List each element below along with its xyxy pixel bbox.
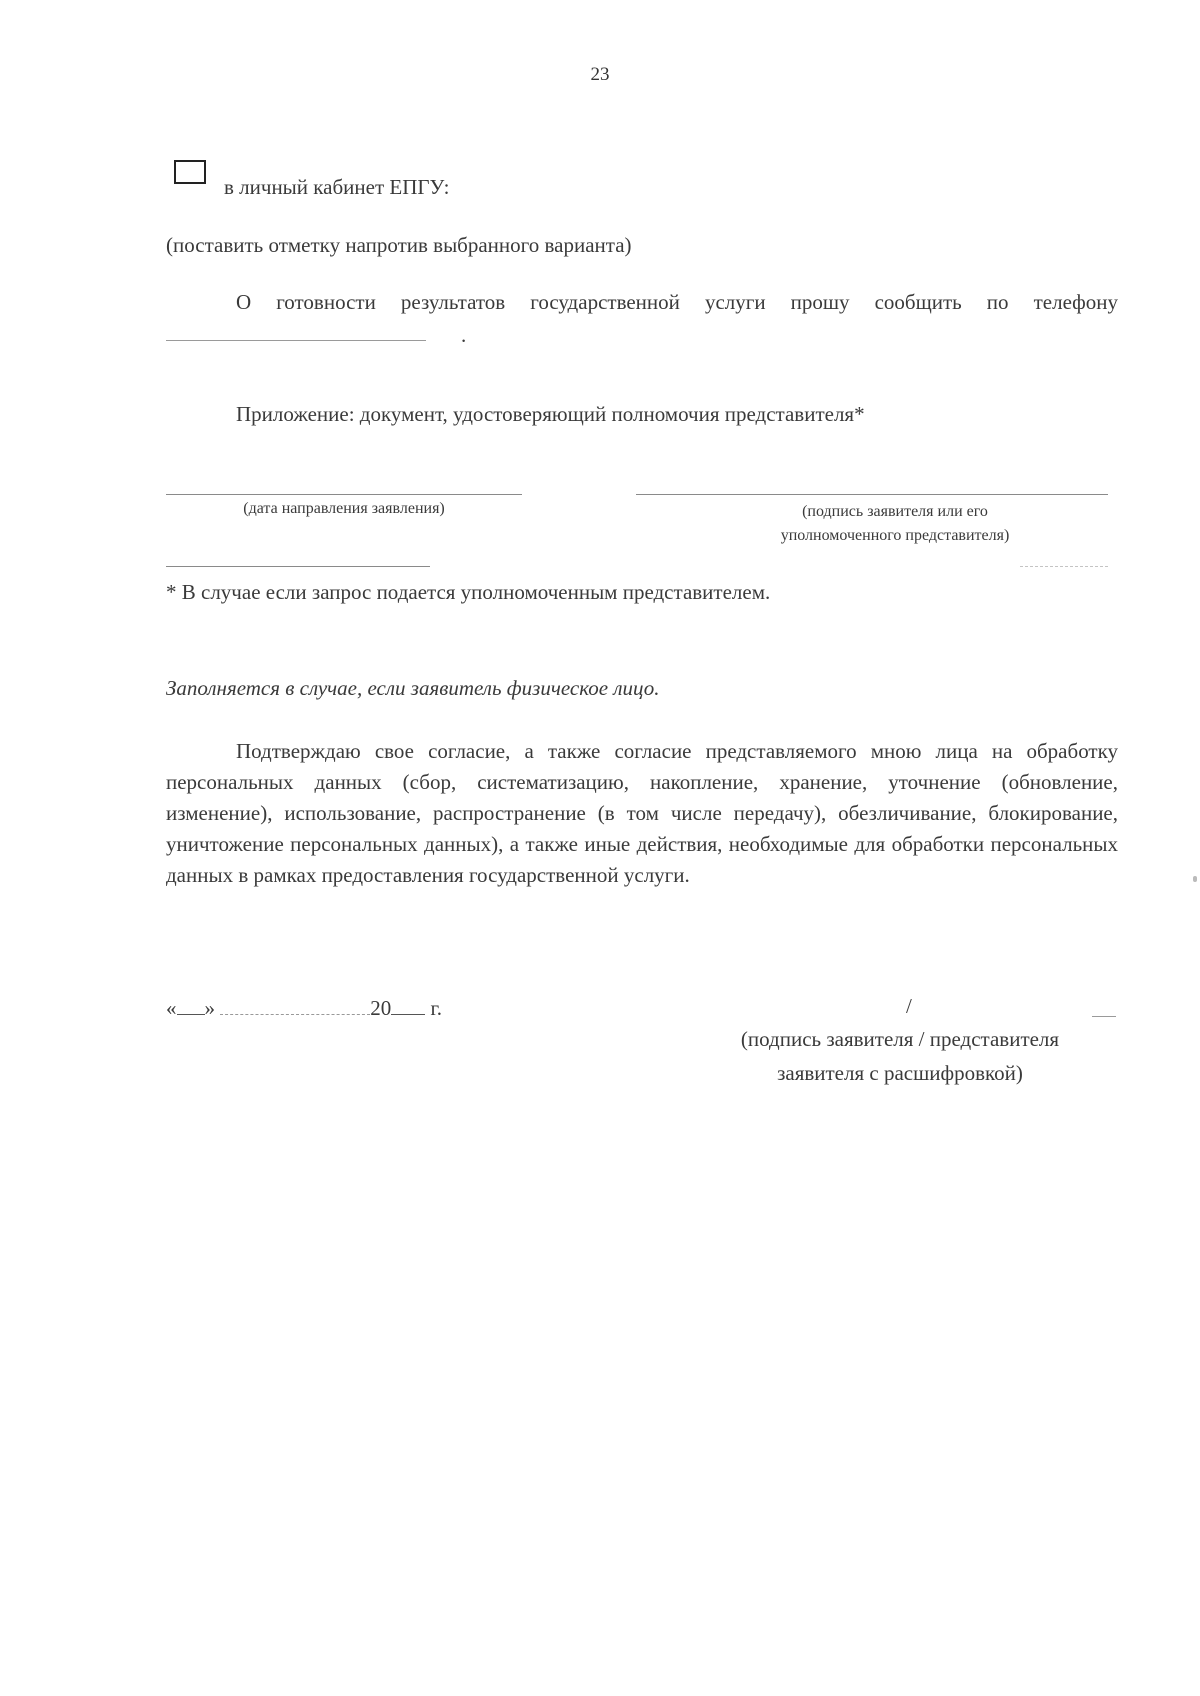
delivery-checkbox[interactable] — [174, 160, 206, 184]
phone-input-line[interactable] — [166, 340, 426, 341]
page-number: 23 — [590, 64, 610, 85]
open-quote: « — [166, 996, 177, 1020]
signature-caption-line2: уполномоченного представителя) — [780, 527, 1010, 544]
date-signature-line[interactable] — [166, 494, 522, 495]
delivery-hint: (поставить отметку напротив выбранного варианта) — [166, 233, 632, 257]
delivery-option-label: в личный кабинет ЕПГУ: — [224, 175, 450, 199]
individual-note: Заполняется в случае, если заявитель физическое лицо. — [166, 676, 660, 700]
consent-paragraph: Подтверждаю свое согласие, а также согласие представляемого мною лица на обработку персональных данных (сбор, систематизацию, накопление, хранение, уточнение (обновление, изменение), использование, распространение (в том числе передачу), обезличивание, блокирование, уничтожение персональных данных), а также иные действия, необходимые для обработки персональных данных в рамках предоставления государственной услуги. — [166, 739, 1118, 887]
month-blank[interactable] — [220, 996, 370, 1015]
final-signature-line1: (подпись заявителя / представителя — [740, 1027, 1060, 1051]
century-text: 20 — [370, 996, 392, 1020]
year-suffix: г. — [430, 996, 442, 1020]
day-blank[interactable] — [177, 996, 205, 1015]
applicant-signature-line[interactable] — [636, 494, 1108, 495]
final-signature-caption — [690, 1022, 1110, 1090]
date-caption: (дата направления заявления) — [243, 500, 445, 517]
signature-caption-line1: (подпись заявителя или его — [802, 503, 988, 520]
faint-divider — [1020, 566, 1108, 567]
year-blank[interactable] — [391, 996, 425, 1015]
attachment-text: Приложение: документ, удостоверяющий полномочия представителя* — [236, 402, 865, 426]
scan-edge-mark — [1193, 876, 1197, 882]
close-quote: » — [204, 996, 215, 1020]
signature-caption — [700, 500, 1090, 548]
date-field-row — [166, 996, 442, 1021]
footnote-text: * В случае если запрос подается уполномоченным представителем. — [166, 580, 771, 604]
signature-transcript-line[interactable] — [1092, 1016, 1116, 1017]
phone-request-suffix: . — [461, 323, 467, 347]
phone-request-text: О готовности результатов государственной услуги прошу сообщить по телефону — [236, 290, 1118, 314]
signature-slash: / — [906, 994, 912, 1018]
final-signature-line2: заявителя с расшифровкой) — [777, 1061, 1023, 1085]
footnote-divider — [166, 566, 430, 567]
